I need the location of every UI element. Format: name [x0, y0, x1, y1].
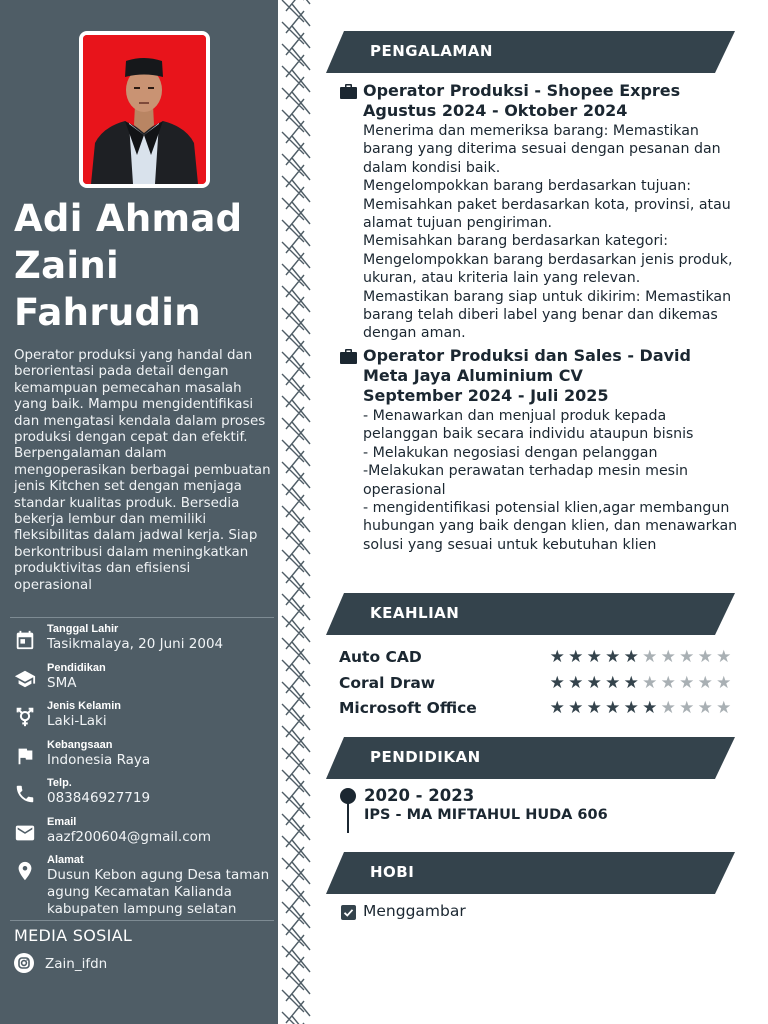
star-filled-icon: ★: [586, 698, 602, 718]
skill-rating: [548, 648, 733, 666]
timeline-dot: [340, 788, 356, 804]
full-name: [14, 195, 272, 336]
star-empty-icon: ★: [716, 647, 732, 667]
skill-row: [339, 673, 739, 695]
info-address: [14, 854, 278, 916]
star-filled-icon: ★: [586, 673, 602, 693]
info-label: Tanggal Lahir: [47, 623, 119, 635]
star-filled-icon: ★: [549, 673, 565, 693]
info-gender: [14, 700, 278, 736]
skill-name: Auto CAD: [339, 648, 422, 666]
star-empty-icon: ★: [660, 673, 676, 693]
section-title: KEAHLIAN: [370, 604, 460, 622]
star-empty-icon: ★: [642, 647, 658, 667]
star-filled-icon: ★: [568, 647, 584, 667]
section-title: PENGALAMAN: [370, 42, 493, 60]
briefcase-icon: [340, 349, 357, 364]
star-empty-icon: ★: [660, 698, 676, 718]
info-value: SMA: [47, 675, 77, 691]
profile-photo-frame: [79, 31, 210, 188]
info-education: [14, 662, 278, 698]
flag-icon: [14, 745, 36, 767]
info-value: Indonesia Raya: [47, 752, 151, 768]
star-empty-icon: ★: [642, 673, 658, 693]
star-filled-icon: ★: [605, 647, 621, 667]
instagram-icon: [14, 953, 34, 973]
info-value: 083846927719: [47, 790, 151, 806]
info-label: Alamat: [47, 854, 84, 866]
graduation-cap-icon: [14, 668, 36, 690]
name-line: Adi Ahmad: [14, 197, 243, 240]
experience-item: [340, 81, 740, 343]
star-filled-icon: ★: [586, 647, 602, 667]
star-empty-icon: ★: [679, 647, 695, 667]
sidebar: [0, 0, 278, 1024]
info-value: aazf200604@gmail.com: [47, 829, 212, 845]
star-filled-icon: ★: [568, 673, 584, 693]
star-filled-icon: ★: [568, 698, 584, 718]
section-header-hobbies: [326, 852, 735, 894]
hobby-label: Menggambar: [363, 902, 466, 920]
info-label: Jenis Kelamin: [47, 700, 121, 712]
profile-photo: [83, 35, 206, 184]
star-filled-icon: ★: [623, 698, 639, 718]
skill-name: Coral Draw: [339, 674, 436, 692]
info-birth-date: [14, 623, 278, 659]
skill-rating: [548, 674, 733, 692]
job-period: September 2024 - Juli 2025: [363, 386, 609, 405]
star-empty-icon: ★: [697, 673, 713, 693]
divider: [10, 617, 274, 618]
skill-rating: [548, 699, 733, 717]
gender-icon: [14, 706, 36, 728]
info-label: Kebangsaan: [47, 739, 113, 751]
section-header-skills: [326, 593, 735, 635]
star-filled-icon: ★: [549, 698, 565, 718]
star-empty-icon: ★: [716, 673, 732, 693]
star-empty-icon: ★: [679, 673, 695, 693]
section-title: PENDIDIKAN: [370, 748, 481, 766]
social-media-title: MEDIA SOSIAL: [14, 926, 133, 945]
job-period: Agustus 2024 - Oktober 2024: [363, 101, 628, 120]
section-title: HOBI: [370, 863, 415, 881]
location-pin-icon: [14, 860, 36, 882]
skill-name: Microsoft Office: [339, 699, 477, 717]
profile-summary: Operator produksi yang handal dan berorientasi pada detail dengan kemampuan pemecahan masalah yang baik. Mampu mengidentifikasi dan mengatasi kendala dalam proses produksi dengan cepat dan efektif. Berpengalaman dalam mengoperasikan berbagai pembuatan jenis Kitchen set dengan menjaga standar kualitas produk. Bersedia bekerja lembur dan memiliki fleksibilitas dalam jadwal kerja. Siap berkontribusi dalam meningkatkan produktivitas dan efisiensi operasional: [14, 348, 271, 593]
briefcase-icon: [340, 84, 357, 99]
job-description: - Menawarkan dan menjual produk kepada pelanggan baik secara individu ataupun bisnis - Melakukan negosiasi dengan pelanggan -Melakukan perawatan terhadap mesin mesin operasional - mengidentifikasi potensial klien,agar membangun hubungan yang baik dengan klien, dan menawarkan solusi yang sesuai untuk kebutuhan klien: [363, 408, 738, 553]
education-school: IPS - MA MIFTAHUL HUDA 606: [364, 807, 608, 823]
job-title: Operator Produksi - Shopee Expres: [363, 81, 681, 100]
social-handle[interactable]: Zain_ifdn: [45, 956, 108, 972]
email-icon: [14, 822, 36, 844]
star-empty-icon: ★: [660, 647, 676, 667]
info-value: Tasikmalaya, 20 Juni 2004: [47, 636, 224, 652]
star-empty-icon: ★: [697, 698, 713, 718]
checkbox-checked-icon: [341, 905, 356, 920]
star-filled-icon: ★: [623, 673, 639, 693]
education-period: 2020 - 2023: [364, 786, 475, 805]
info-phone: [14, 777, 278, 813]
job-description: Menerima dan memeriksa barang: Memastikan barang yang diterima sesuai dengan pesanan dan dalam kondisi baik. Mengelompokkan barang berdasarkan tujuan: Memisahkan paket berdasarkan kota, provinsi, atau alamat tujuan pengiriman. Memisahkan barang berdasarkan kategori: Mengelompokkan barang berdasarkan jenis produk, ukuran, atau kriteria lain yang relevan. Memastikan barang siap untuk dikirim: Memastikan barang telah diberi label yang benar dan dikemas dengan aman.: [363, 123, 733, 342]
section-header-education: [326, 737, 735, 779]
star-empty-icon: ★: [679, 698, 695, 718]
name-line: Zaini: [14, 244, 120, 287]
info-label: Telp.: [47, 777, 72, 789]
zigzag-pattern: [278, 0, 314, 1024]
star-empty-icon: ★: [697, 647, 713, 667]
skill-row: [339, 647, 739, 669]
info-nationality: [14, 739, 278, 775]
name-line: Fahrudin: [14, 291, 201, 334]
info-value: Dusun Kebon agung Desa taman agung Kecamatan Kalianda kabupaten lampung selatan: [47, 867, 270, 917]
experience-item: [340, 346, 740, 554]
star-filled-icon: ★: [549, 647, 565, 667]
star-filled-icon: ★: [623, 647, 639, 667]
info-label: Pendidikan: [47, 662, 106, 674]
info-value: Laki-Laki: [47, 713, 107, 729]
section-header-experience: [326, 31, 735, 73]
divider: [10, 920, 274, 921]
calendar-icon: [14, 629, 36, 651]
info-email: [14, 816, 278, 852]
star-empty-icon: ★: [716, 698, 732, 718]
star-filled-icon: ★: [605, 698, 621, 718]
skill-row: [339, 698, 739, 720]
info-label: Email: [47, 816, 77, 828]
star-filled-icon: ★: [605, 673, 621, 693]
phone-icon: [14, 783, 36, 805]
job-title: Operator Produksi dan Sales - David Meta Jaya Aluminium CV: [363, 346, 691, 385]
star-filled-icon: ★: [642, 698, 658, 718]
